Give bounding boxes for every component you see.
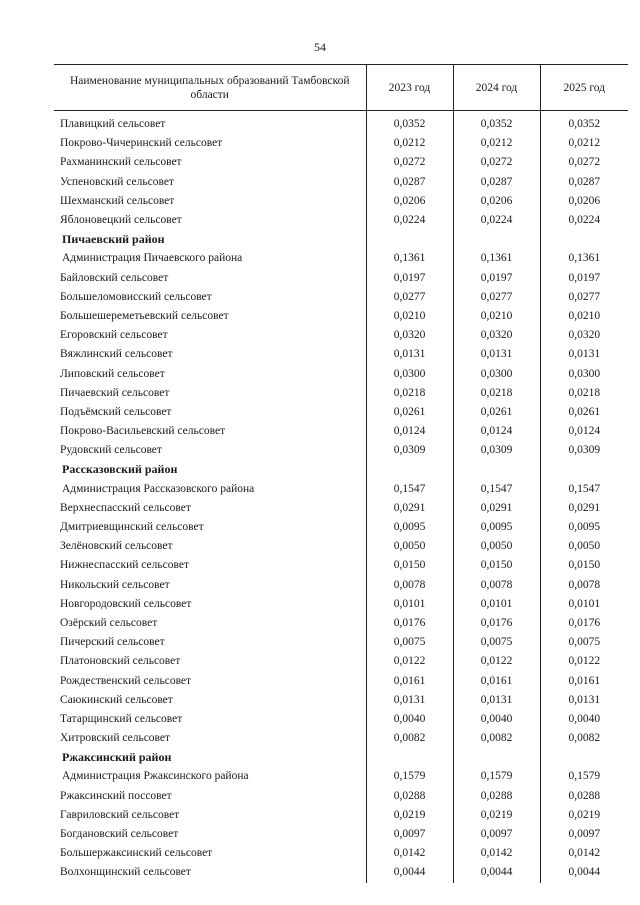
value-2024: 0,0078 xyxy=(453,576,540,595)
municipality-name: Ржаксинский поссовет xyxy=(60,789,172,802)
value-2023: 0,0224 xyxy=(366,211,453,230)
value-2023: 0,0320 xyxy=(366,326,453,345)
table-row xyxy=(54,111,628,135)
municipality-name: Большеломовисский сельсовет xyxy=(60,290,212,303)
value-2025: 0,0212 xyxy=(540,134,628,153)
table-row xyxy=(54,767,628,786)
table-row xyxy=(54,345,628,364)
value-2025: 0,0095 xyxy=(540,518,628,537)
municipality-name: Гавриловский сельсовет xyxy=(60,808,180,821)
value-2024: 0,0161 xyxy=(453,671,540,690)
value-2023: 0,0197 xyxy=(366,269,453,288)
table-row xyxy=(54,806,628,825)
allocation-table xyxy=(54,64,628,883)
municipality-name: Пичаевский сельсовет xyxy=(60,386,170,399)
table-row xyxy=(54,153,628,172)
table-row xyxy=(54,173,628,192)
column-header-2025: 2025 год xyxy=(540,65,628,111)
table-row xyxy=(54,844,628,863)
value-2025: 0,0131 xyxy=(540,345,628,364)
value-2023: 0,0050 xyxy=(366,537,453,556)
value-2024: 0,0224 xyxy=(453,211,540,230)
table-row xyxy=(54,441,628,460)
value-2023: 0,0219 xyxy=(366,806,453,825)
value-2025: 0,0352 xyxy=(540,111,628,135)
value-2024 xyxy=(453,460,540,479)
value-2023: 0,0131 xyxy=(366,345,453,364)
value-2023: 0,0101 xyxy=(366,595,453,614)
municipality-name: Саюкинский сельсовет xyxy=(60,693,173,706)
municipality-name: Подъёмский сельсовет xyxy=(60,405,172,418)
column-header-2023: 2023 год xyxy=(366,65,453,111)
value-2024: 0,0261 xyxy=(453,403,540,422)
value-2025: 0,0150 xyxy=(540,556,628,575)
table-row xyxy=(54,537,628,556)
table-row xyxy=(54,614,628,633)
district-name: Пичаевский район xyxy=(62,232,165,247)
value-2024: 0,0095 xyxy=(453,518,540,537)
value-2024: 0,0210 xyxy=(453,307,540,326)
value-2023: 0,0075 xyxy=(366,633,453,652)
value-2024: 0,0122 xyxy=(453,652,540,671)
value-2024 xyxy=(453,748,540,767)
value-2023 xyxy=(366,460,453,479)
value-2024: 0,0075 xyxy=(453,633,540,652)
value-2024: 0,0219 xyxy=(453,806,540,825)
municipality-name: Липовский сельсовет xyxy=(60,367,165,380)
value-2024: 0,0272 xyxy=(453,153,540,172)
district-name: Ржаксинский район xyxy=(62,750,172,765)
district-header-row xyxy=(54,748,628,767)
value-2024: 0,0050 xyxy=(453,537,540,556)
table-row xyxy=(54,480,628,499)
municipality-name: Рождественский сельсовет xyxy=(60,674,192,687)
value-2023: 0,0082 xyxy=(366,729,453,748)
municipality-name: Большержаксинский сельсовет xyxy=(60,847,213,860)
municipality-name: Администрация Ржаксинского района xyxy=(62,770,249,783)
value-2024: 0,0309 xyxy=(453,441,540,460)
table-row xyxy=(54,249,628,268)
table-body xyxy=(54,111,628,883)
value-2025: 0,0206 xyxy=(540,192,628,211)
value-2025: 0,0287 xyxy=(540,173,628,192)
value-2024: 0,0176 xyxy=(453,614,540,633)
district-header-row xyxy=(54,230,628,249)
table-row xyxy=(54,307,628,326)
value-2023: 0,0309 xyxy=(366,441,453,460)
table-row xyxy=(54,269,628,288)
value-2024: 0,0352 xyxy=(453,111,540,135)
value-2024: 0,0206 xyxy=(453,192,540,211)
value-2025: 0,0261 xyxy=(540,403,628,422)
value-2023: 0,0040 xyxy=(366,710,453,729)
municipality-name: Нижнеспасский сельсовет xyxy=(60,559,189,572)
value-2024: 0,0044 xyxy=(453,863,540,882)
table-row xyxy=(54,863,628,882)
value-2023: 0,0131 xyxy=(366,691,453,710)
value-2023: 0,0272 xyxy=(366,153,453,172)
value-2024: 0,0212 xyxy=(453,134,540,153)
value-2023: 0,0097 xyxy=(366,825,453,844)
municipality-name: Татарщинский сельсовет xyxy=(60,712,183,725)
value-2023: 0,0261 xyxy=(366,403,453,422)
value-2023: 0,0095 xyxy=(366,518,453,537)
value-2025: 0,0291 xyxy=(540,499,628,518)
table-row xyxy=(54,364,628,383)
municipality-name: Пичерский сельсовет xyxy=(60,636,165,649)
value-2025: 0,0044 xyxy=(540,863,628,882)
table-header-row xyxy=(54,65,628,111)
municipality-name: Администрация Пичаевского района xyxy=(62,252,243,265)
table-row xyxy=(54,192,628,211)
value-2025: 0,0309 xyxy=(540,441,628,460)
table-row xyxy=(54,595,628,614)
municipality-name: Администрация Рассказовского района xyxy=(62,482,255,495)
value-2023 xyxy=(366,230,453,249)
value-2023: 0,0212 xyxy=(366,134,453,153)
municipality-name: Яблоновецкий сельсовет xyxy=(60,214,182,227)
value-2023: 0,0206 xyxy=(366,192,453,211)
value-2023: 0,1547 xyxy=(366,480,453,499)
value-2024: 0,0277 xyxy=(453,288,540,307)
value-2024: 0,0150 xyxy=(453,556,540,575)
value-2023: 0,0288 xyxy=(366,787,453,806)
table-row xyxy=(54,787,628,806)
value-2024: 0,0040 xyxy=(453,710,540,729)
value-2024: 0,0287 xyxy=(453,173,540,192)
value-2025: 0,0300 xyxy=(540,364,628,383)
value-2023: 0,0291 xyxy=(366,499,453,518)
value-2025 xyxy=(540,748,628,767)
value-2024: 0,0320 xyxy=(453,326,540,345)
value-2024: 0,0288 xyxy=(453,787,540,806)
value-2025: 0,0218 xyxy=(540,384,628,403)
table-row xyxy=(54,556,628,575)
municipality-name: Успеновский сельсовет xyxy=(60,175,174,188)
municipality-name: Хитровский сельсовет xyxy=(60,732,171,745)
district-name: Рассказовский район xyxy=(62,462,178,477)
value-2024: 0,0197 xyxy=(453,269,540,288)
table-row xyxy=(54,671,628,690)
value-2025: 0,1547 xyxy=(540,480,628,499)
value-2024 xyxy=(453,230,540,249)
municipality-name: Вяжлинский сельсовет xyxy=(60,348,173,361)
municipality-name: Рахманинский сельсовет xyxy=(60,156,182,169)
value-2025: 0,1361 xyxy=(540,249,628,268)
value-2025: 0,0277 xyxy=(540,288,628,307)
municipality-name: Волхонщинский сельсовет xyxy=(60,866,191,879)
value-2023: 0,0150 xyxy=(366,556,453,575)
value-2023: 0,1361 xyxy=(366,249,453,268)
table-row xyxy=(54,729,628,748)
value-2025: 0,0082 xyxy=(540,729,628,748)
table-row xyxy=(54,825,628,844)
value-2025 xyxy=(540,460,628,479)
value-2023: 0,1579 xyxy=(366,767,453,786)
value-2025 xyxy=(540,230,628,249)
value-2025: 0,0050 xyxy=(540,537,628,556)
page-number: 54 xyxy=(314,40,326,54)
value-2025: 0,0040 xyxy=(540,710,628,729)
value-2025: 0,0161 xyxy=(540,671,628,690)
municipality-name: Дмитриевщинский сельсовет xyxy=(60,521,204,534)
table-row xyxy=(54,134,628,153)
value-2023: 0,0124 xyxy=(366,422,453,441)
column-header-name: Наименование муниципальных образований Тамбовской области xyxy=(54,65,366,111)
value-2024: 0,0142 xyxy=(453,844,540,863)
value-2024: 0,0124 xyxy=(453,422,540,441)
value-2023: 0,0287 xyxy=(366,173,453,192)
value-2024: 0,0131 xyxy=(453,345,540,364)
value-2025: 0,0122 xyxy=(540,652,628,671)
municipality-name: Богдановский сельсовет xyxy=(60,828,179,841)
municipality-name: Шехманский сельсовет xyxy=(60,194,175,207)
value-2025: 0,0131 xyxy=(540,691,628,710)
value-2025: 0,0124 xyxy=(540,422,628,441)
value-2023: 0,0210 xyxy=(366,307,453,326)
value-2023: 0,0218 xyxy=(366,384,453,403)
value-2024: 0,1579 xyxy=(453,767,540,786)
value-2023 xyxy=(366,748,453,767)
value-2023: 0,0142 xyxy=(366,844,453,863)
value-2025: 0,0078 xyxy=(540,576,628,595)
district-header-row xyxy=(54,460,628,479)
value-2023: 0,0277 xyxy=(366,288,453,307)
table-row xyxy=(54,499,628,518)
municipality-name: Верхнеспасский сельсовет xyxy=(60,501,191,514)
value-2025: 0,0320 xyxy=(540,326,628,345)
table-row xyxy=(54,384,628,403)
value-2023: 0,0176 xyxy=(366,614,453,633)
value-2024: 0,0097 xyxy=(453,825,540,844)
table-row xyxy=(54,633,628,652)
value-2024: 0,0291 xyxy=(453,499,540,518)
value-2024: 0,1547 xyxy=(453,480,540,499)
value-2023: 0,0122 xyxy=(366,652,453,671)
value-2024: 0,0218 xyxy=(453,384,540,403)
municipality-name: Новгородовский сельсовет xyxy=(60,597,192,610)
value-2025: 0,0176 xyxy=(540,614,628,633)
table-row xyxy=(54,403,628,422)
table-row xyxy=(54,576,628,595)
table-row xyxy=(54,710,628,729)
table-row xyxy=(54,288,628,307)
value-2025: 0,0097 xyxy=(540,825,628,844)
municipality-name: Плавицкий сельсовет xyxy=(60,118,166,131)
value-2025: 0,0219 xyxy=(540,806,628,825)
value-2023: 0,0352 xyxy=(366,111,453,135)
municipality-name: Платоновский сельсовет xyxy=(60,655,181,668)
municipality-name: Озёрский сельсовет xyxy=(60,616,158,629)
municipality-name: Рудовский сельсовет xyxy=(60,444,162,457)
value-2025: 0,0272 xyxy=(540,153,628,172)
value-2025: 0,0224 xyxy=(540,211,628,230)
value-2025: 0,0101 xyxy=(540,595,628,614)
value-2024: 0,0300 xyxy=(453,364,540,383)
value-2025: 0,0197 xyxy=(540,269,628,288)
table-row xyxy=(54,326,628,345)
value-2025: 0,0075 xyxy=(540,633,628,652)
value-2024: 0,0082 xyxy=(453,729,540,748)
value-2023: 0,0044 xyxy=(366,863,453,882)
value-2025: 0,0288 xyxy=(540,787,628,806)
value-2024: 0,0131 xyxy=(453,691,540,710)
value-2024: 0,0101 xyxy=(453,595,540,614)
municipality-name: Никольский сельсовет xyxy=(60,578,170,591)
table-row xyxy=(54,691,628,710)
municipality-name: Зелёновский сельсовет xyxy=(60,540,173,553)
table-row xyxy=(54,211,628,230)
municipality-name: Большешереметьевский сельсовет xyxy=(60,309,229,322)
value-2023: 0,0078 xyxy=(366,576,453,595)
table-row xyxy=(54,422,628,441)
table-row xyxy=(54,518,628,537)
municipality-name: Байловский сельсовет xyxy=(60,271,169,284)
value-2025: 0,0210 xyxy=(540,307,628,326)
municipality-name: Егоровский сельсовет xyxy=(60,329,168,342)
column-header-2024: 2024 год xyxy=(453,65,540,111)
municipality-name: Покрово-Чичеринский сельсовет xyxy=(60,137,223,150)
value-2023: 0,0300 xyxy=(366,364,453,383)
value-2023: 0,0161 xyxy=(366,671,453,690)
value-2025: 0,0142 xyxy=(540,844,628,863)
value-2024: 0,1361 xyxy=(453,249,540,268)
value-2025: 0,1579 xyxy=(540,767,628,786)
table-row xyxy=(54,652,628,671)
municipality-name: Покрово-Васильевский сельсовет xyxy=(60,425,226,438)
